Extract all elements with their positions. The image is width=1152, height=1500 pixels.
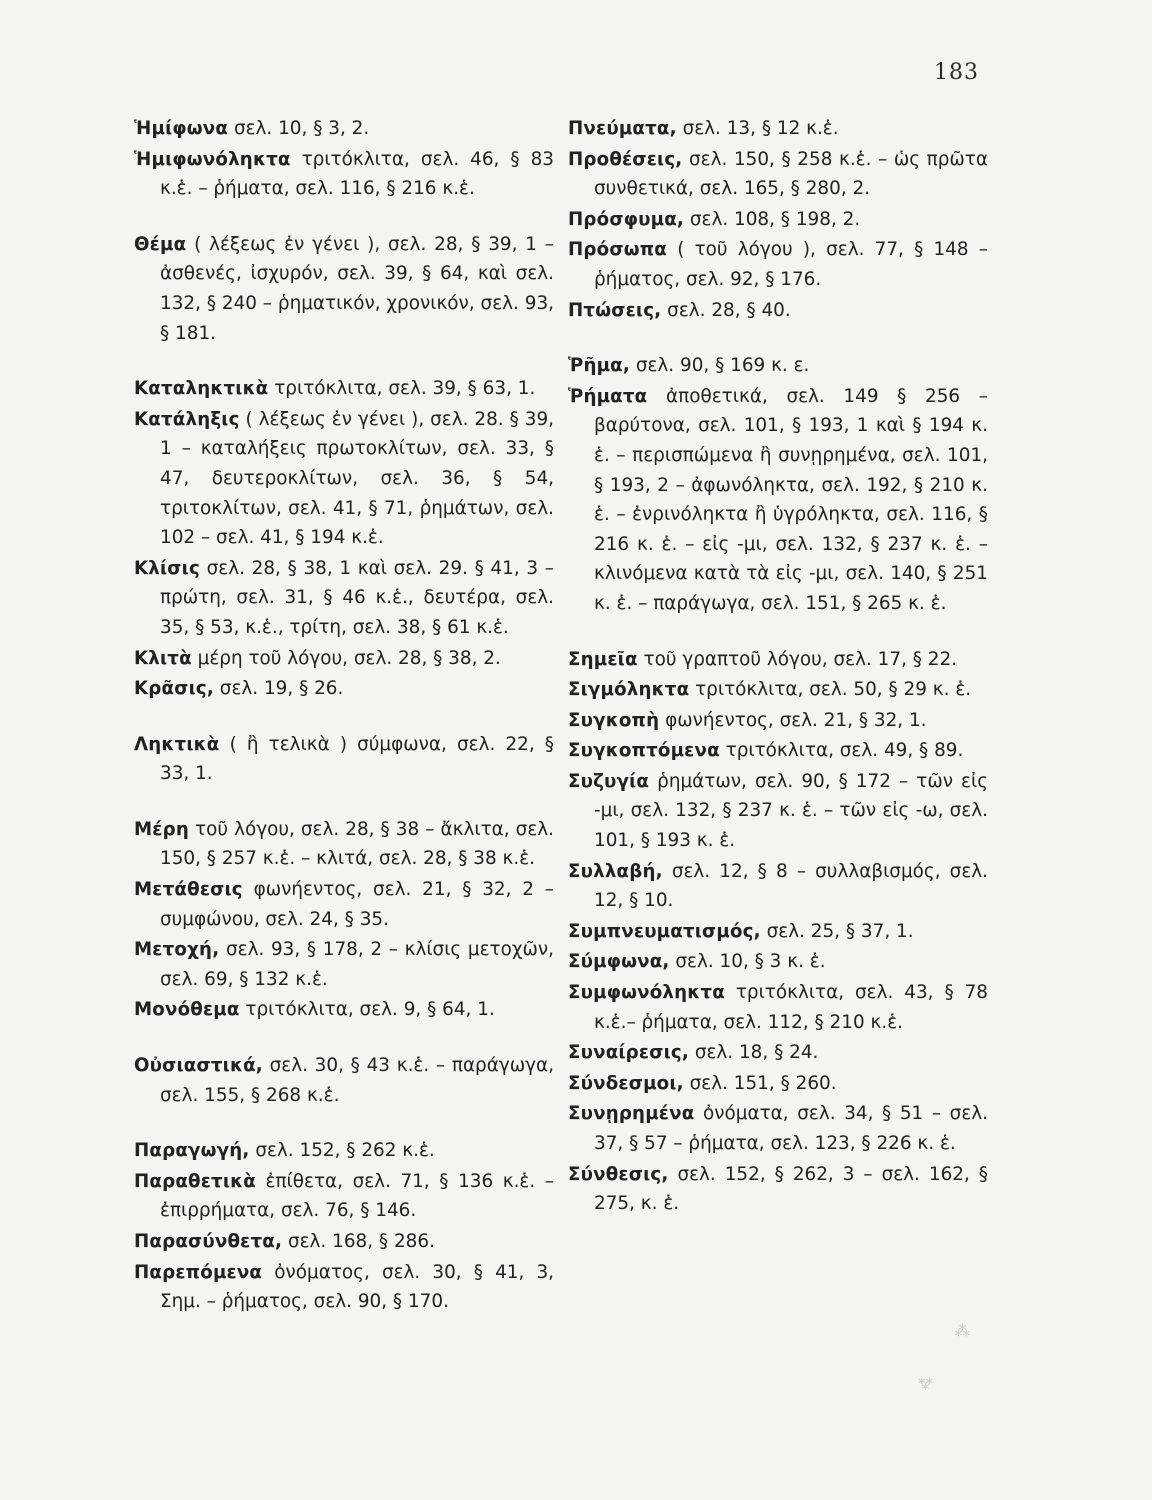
index-entry-headword: Παραγωγή, bbox=[134, 1140, 250, 1162]
index-entry-headword: Ῥῆμα, bbox=[568, 355, 630, 377]
index-entry-headword: Συμφωνόληκτα bbox=[568, 982, 725, 1004]
index-entry-references: μέρη τοῦ λόγου, σελ. 28, § 38, 2. bbox=[191, 647, 501, 669]
index-entry-headword: Σιγμόληκτα bbox=[568, 679, 690, 701]
index-entry bbox=[568, 205, 988, 235]
index-entry bbox=[134, 374, 554, 404]
index-entry bbox=[568, 947, 988, 977]
index-entry-references: ἐπίθετα, σελ. 71, § 136 κ.ἑ. – ἐπιρρήματα, σελ. 76, § 146. bbox=[160, 1170, 554, 1222]
index-entry-headword: Παρεπόμενα bbox=[134, 1261, 263, 1283]
index-entry-headword: Συναίρεσις, bbox=[568, 1042, 689, 1064]
index-entry-references: σελ. 13, § 12 κ.ἑ. bbox=[676, 118, 839, 139]
index-entry-references: τριτόκλιτα, σελ. 39, § 63, 1. bbox=[268, 378, 536, 400]
index-entry-references: σελ. 19, § 26. bbox=[213, 678, 344, 700]
index-entry bbox=[134, 935, 554, 994]
index-entry-headword: Συγκοπτόμενα bbox=[568, 740, 720, 762]
index-entry bbox=[134, 405, 554, 553]
index-entry-references: σελ. 12, § 8 – συλλαβισμός, σελ. 12, § 10. bbox=[594, 860, 988, 912]
index-entry bbox=[134, 674, 554, 704]
index-entry-references: σελ. 150, § 258 κ.ἑ. – ὡς πρῶτα συνθετικά, σελ. 165, § 280, 2. bbox=[594, 148, 988, 200]
index-entry bbox=[134, 114, 554, 144]
index-entry bbox=[568, 1099, 988, 1158]
index-entry bbox=[134, 995, 554, 1025]
index-entry bbox=[568, 675, 988, 705]
index-entry bbox=[134, 1051, 554, 1110]
index-entry bbox=[134, 230, 554, 348]
index-entry-references: σελ. 152, § 262, 3 – σελ. 162, § 275, κ. ἑ. bbox=[594, 1163, 988, 1215]
index-entry-headword: Σύνδεσμοι, bbox=[568, 1072, 684, 1094]
index-entry-references: σελ. 18, § 24. bbox=[688, 1042, 819, 1064]
index-entry bbox=[134, 644, 554, 674]
index-entry-references: ὀνόματα, σελ. 34, § 51 – σελ. 37, § 57 – ῥήματα, σελ. 123, § 226 κ. ἑ. bbox=[594, 1103, 988, 1154]
index-entry bbox=[568, 145, 988, 204]
index-entry-references: ῥημάτων, σελ. 90, § 172 – τῶν εἰς -μι, σελ. 132, § 237 κ. ἑ. – τῶν εἰς -ω, σελ. 101, § 193 κ. ἑ. bbox=[594, 770, 988, 852]
index-entry-headword: Σύνθεσις, bbox=[568, 1163, 669, 1185]
index-entry-headword: Σημεῖα bbox=[568, 648, 638, 670]
index-entry bbox=[134, 1258, 554, 1317]
page-number: 183 bbox=[934, 60, 979, 85]
index-entry-references: ( λέξεως ἐν γένει ), σελ. 28. § 39, 1 – καταλήξεις πρωτοκλίτων, σελ. 33, § 47, δευτεροκλίτων, σελ. 36, § 54, τριτοκλίτων, σελ. 41, § 71, ῥημάτων, σελ. 102 – σελ. 41, § 194 κ.ἑ. bbox=[160, 408, 554, 549]
index-entry-headword: Πρόσφυμα, bbox=[568, 208, 684, 230]
index-entry-references: σελ. 151, § 260. bbox=[683, 1072, 837, 1094]
index-entry-references: ὀνόματος, σελ. 30, § 41, 3, Σημ. – ῥήματος, σελ. 90, § 170. bbox=[160, 1261, 554, 1313]
index-entry bbox=[568, 235, 988, 294]
index-entry bbox=[568, 1069, 988, 1099]
index-entry-headword: Πτώσεις, bbox=[568, 299, 662, 321]
index-entry-references: τριτόκλιτα, σελ. 43, § 78 κ.ἑ.– ῥήματα, σελ. 112, § 210 κ.ἑ. bbox=[594, 982, 988, 1033]
index-entry-headword: Μετάθεσις bbox=[134, 879, 243, 901]
index-entry-references: τριτόκλιτα, σελ. 49, § 89. bbox=[719, 740, 964, 762]
index-entry-references: ἀποθετικά, σελ. 149 § 256 – βαρύτονα, σελ. 101, § 193, 1 καὶ § 194 κ. ἑ. – περισπώμενα ἢ συνῃρημένα, σελ. 101, § 193, 2 – ἀφωνόληκτα, σελ. 192, § 210 κ. ἑ. – ἐνρινόληκτα ἢ ὑγρόληκτα, σελ. 116, § 216 κ. ἑ. – εἰς -μι, σελ. 132, § 237 κ. ἑ. – κλινόμενα κατὰ τὰ εἰς -μι, σελ. 140, § 251 κ. ἑ. – παράγωγα, σελ. 151, § 265 κ. ἑ. bbox=[594, 385, 988, 614]
index-entry-headword: Κρᾶσις, bbox=[134, 678, 214, 700]
index-entry-headword: Παρασύνθετα, bbox=[134, 1231, 283, 1252]
index-entry-references: σελ. 28, § 38, 1 καὶ σελ. 29. § 41, 3 – πρώτη, σελ. 31, § 46 κ.ἑ., δευτέρα, σελ. 35, § 53, κ.ἑ., τρίτη, σελ. 38, § 61 κ.ἑ. bbox=[160, 557, 554, 638]
index-entry-headword: Οὐσιαστικά, bbox=[134, 1055, 263, 1077]
index-entry-references: τοῦ γραπτοῦ λόγου, σελ. 17, § 22. bbox=[637, 648, 958, 670]
index-entry-references: ( λέξεως ἐν γένει ), σελ. 28, § 39, 1 – ἀσθενές, ἰσχυρόν, σελ. 39, § 64, καὶ σελ. 132, § 240 – ῥηματικόν, χρονικόν, σελ. 93, § 181. bbox=[160, 233, 554, 344]
index-entry-references: φωνήεντος, σελ. 21, § 32, 2 – συμφώνου, σελ. 24, § 35. bbox=[160, 879, 554, 930]
index-entry-headword: Κατάληξις bbox=[134, 408, 240, 430]
index-entry-references: σελ. 90, § 169 κ. ε. bbox=[629, 355, 810, 377]
index-entry-headword: Μετοχή, bbox=[134, 939, 220, 961]
index-entry-references: τριτόκλιτα, σελ. 50, § 29 κ. ἑ. bbox=[689, 679, 972, 701]
index-entry-headword: Συλλαβή, bbox=[568, 860, 663, 882]
index-entry bbox=[568, 857, 988, 916]
index-entry-headword: Καταληκτικὰ bbox=[134, 378, 269, 400]
bleed-through-mark: ⁂ bbox=[918, 1374, 933, 1392]
index-entry-references: σελ. 10, § 3, 2. bbox=[228, 118, 370, 139]
index-entry bbox=[134, 145, 554, 204]
index-entry-headword: Πρόσωπα bbox=[568, 239, 667, 261]
index-column-right bbox=[568, 114, 988, 1220]
index-entry-headword: Μονόθεμα bbox=[134, 999, 240, 1021]
index-entry-references: τριτόκλιτα, σελ. 46, § 83 κ.ἑ. – ῥήματα, σελ. 116, § 216 κ.ἑ. bbox=[160, 148, 554, 200]
index-entry bbox=[568, 645, 988, 675]
index-column-left bbox=[134, 114, 554, 1318]
index-entry bbox=[134, 730, 554, 789]
index-entry-headword: Συμπνευματισμός, bbox=[568, 920, 761, 942]
index-entry-references: ( ἢ τελικὰ ) σύμφωνα, σελ. 22, § 33, 1. bbox=[160, 733, 554, 785]
index-entry-references: σελ. 10, § 3 κ. ἑ. bbox=[669, 951, 826, 973]
index-entry bbox=[568, 1038, 988, 1068]
index-entry bbox=[568, 382, 988, 619]
index-entry-references: φωνήεντος, σελ. 21, § 32, 1. bbox=[659, 709, 927, 731]
bleed-through-mark: ⁂ bbox=[954, 1321, 971, 1341]
index-entry bbox=[568, 736, 988, 766]
index-entry-headword: Συγκοπὴ bbox=[568, 709, 660, 731]
index-entry-references: σελ. 28, § 40. bbox=[661, 299, 791, 321]
index-entry-headword: Θέμα bbox=[134, 233, 187, 255]
index-entry bbox=[134, 815, 554, 874]
index-entry-references: σελ. 93, § 178, 2 – κλίσις μετοχῶν, σελ. 69, § 132 κ.ἑ. bbox=[160, 939, 554, 990]
index-entry bbox=[134, 875, 554, 934]
index-entry-headword: Κλίσις bbox=[134, 557, 200, 579]
index-entry-headword: Σύμφωνα, bbox=[568, 951, 670, 973]
index-entry bbox=[568, 767, 988, 856]
index-entry bbox=[134, 1167, 554, 1226]
index-entry bbox=[134, 1227, 554, 1257]
index-entry-references: τοῦ λόγου, σελ. 28, § 38 – ἄκλιτα, σελ. 150, § 257 κ.ἑ. – κλιτά, σελ. 28, § 38 κ.ἑ. bbox=[160, 818, 554, 870]
index-entry-headword: Παραθετικὰ bbox=[134, 1170, 256, 1192]
index-entry-headword: Προθέσεις, bbox=[568, 148, 683, 170]
index-entry bbox=[568, 917, 988, 947]
index-entry-references: σελ. 108, § 198, 2. bbox=[684, 208, 861, 230]
index-entry bbox=[568, 351, 988, 381]
index-entry-references: σελ. 30, § 43 κ.ἑ. – παράγωγα, σελ. 155, § 268 κ.ἑ. bbox=[160, 1055, 554, 1106]
index-entry bbox=[568, 1160, 988, 1219]
index-entry-headword: Μέρη bbox=[134, 818, 189, 840]
index-entry bbox=[568, 114, 988, 144]
index-entry-references: σελ. 168, § 286. bbox=[282, 1231, 435, 1252]
index-entry-headword: Ἡμίφωνα bbox=[134, 118, 229, 139]
index-entry-references: ( τοῦ λόγου ), σελ. 77, § 148 – ῥήματος, σελ. 92, § 176. bbox=[594, 239, 988, 290]
index-entry-headword: Συζυγία bbox=[568, 770, 650, 792]
index-entry bbox=[568, 978, 988, 1037]
index-entry-references: σελ. 152, § 262 κ.ἑ. bbox=[249, 1140, 435, 1162]
index-entry bbox=[134, 554, 554, 643]
index-entry bbox=[134, 1136, 554, 1166]
index-entry-headword: Πνεύματα, bbox=[568, 118, 677, 139]
index-entry-headword: Κλιτὰ bbox=[134, 647, 192, 669]
index-entry-headword: Ἡμιφωνόληκτα bbox=[134, 148, 291, 170]
index-entry-headword: Ληκτικὰ bbox=[134, 733, 220, 755]
index-entry bbox=[568, 296, 988, 326]
index-entry-references: σελ. 25, § 37, 1. bbox=[760, 920, 914, 942]
index-entry-headword: Ῥήματα bbox=[568, 385, 648, 407]
index-entry bbox=[568, 706, 988, 736]
index-entry-references: τριτόκλιτα, σελ. 9, § 64, 1. bbox=[239, 999, 495, 1021]
index-entry-headword: Συνῃρημένα bbox=[568, 1103, 695, 1125]
